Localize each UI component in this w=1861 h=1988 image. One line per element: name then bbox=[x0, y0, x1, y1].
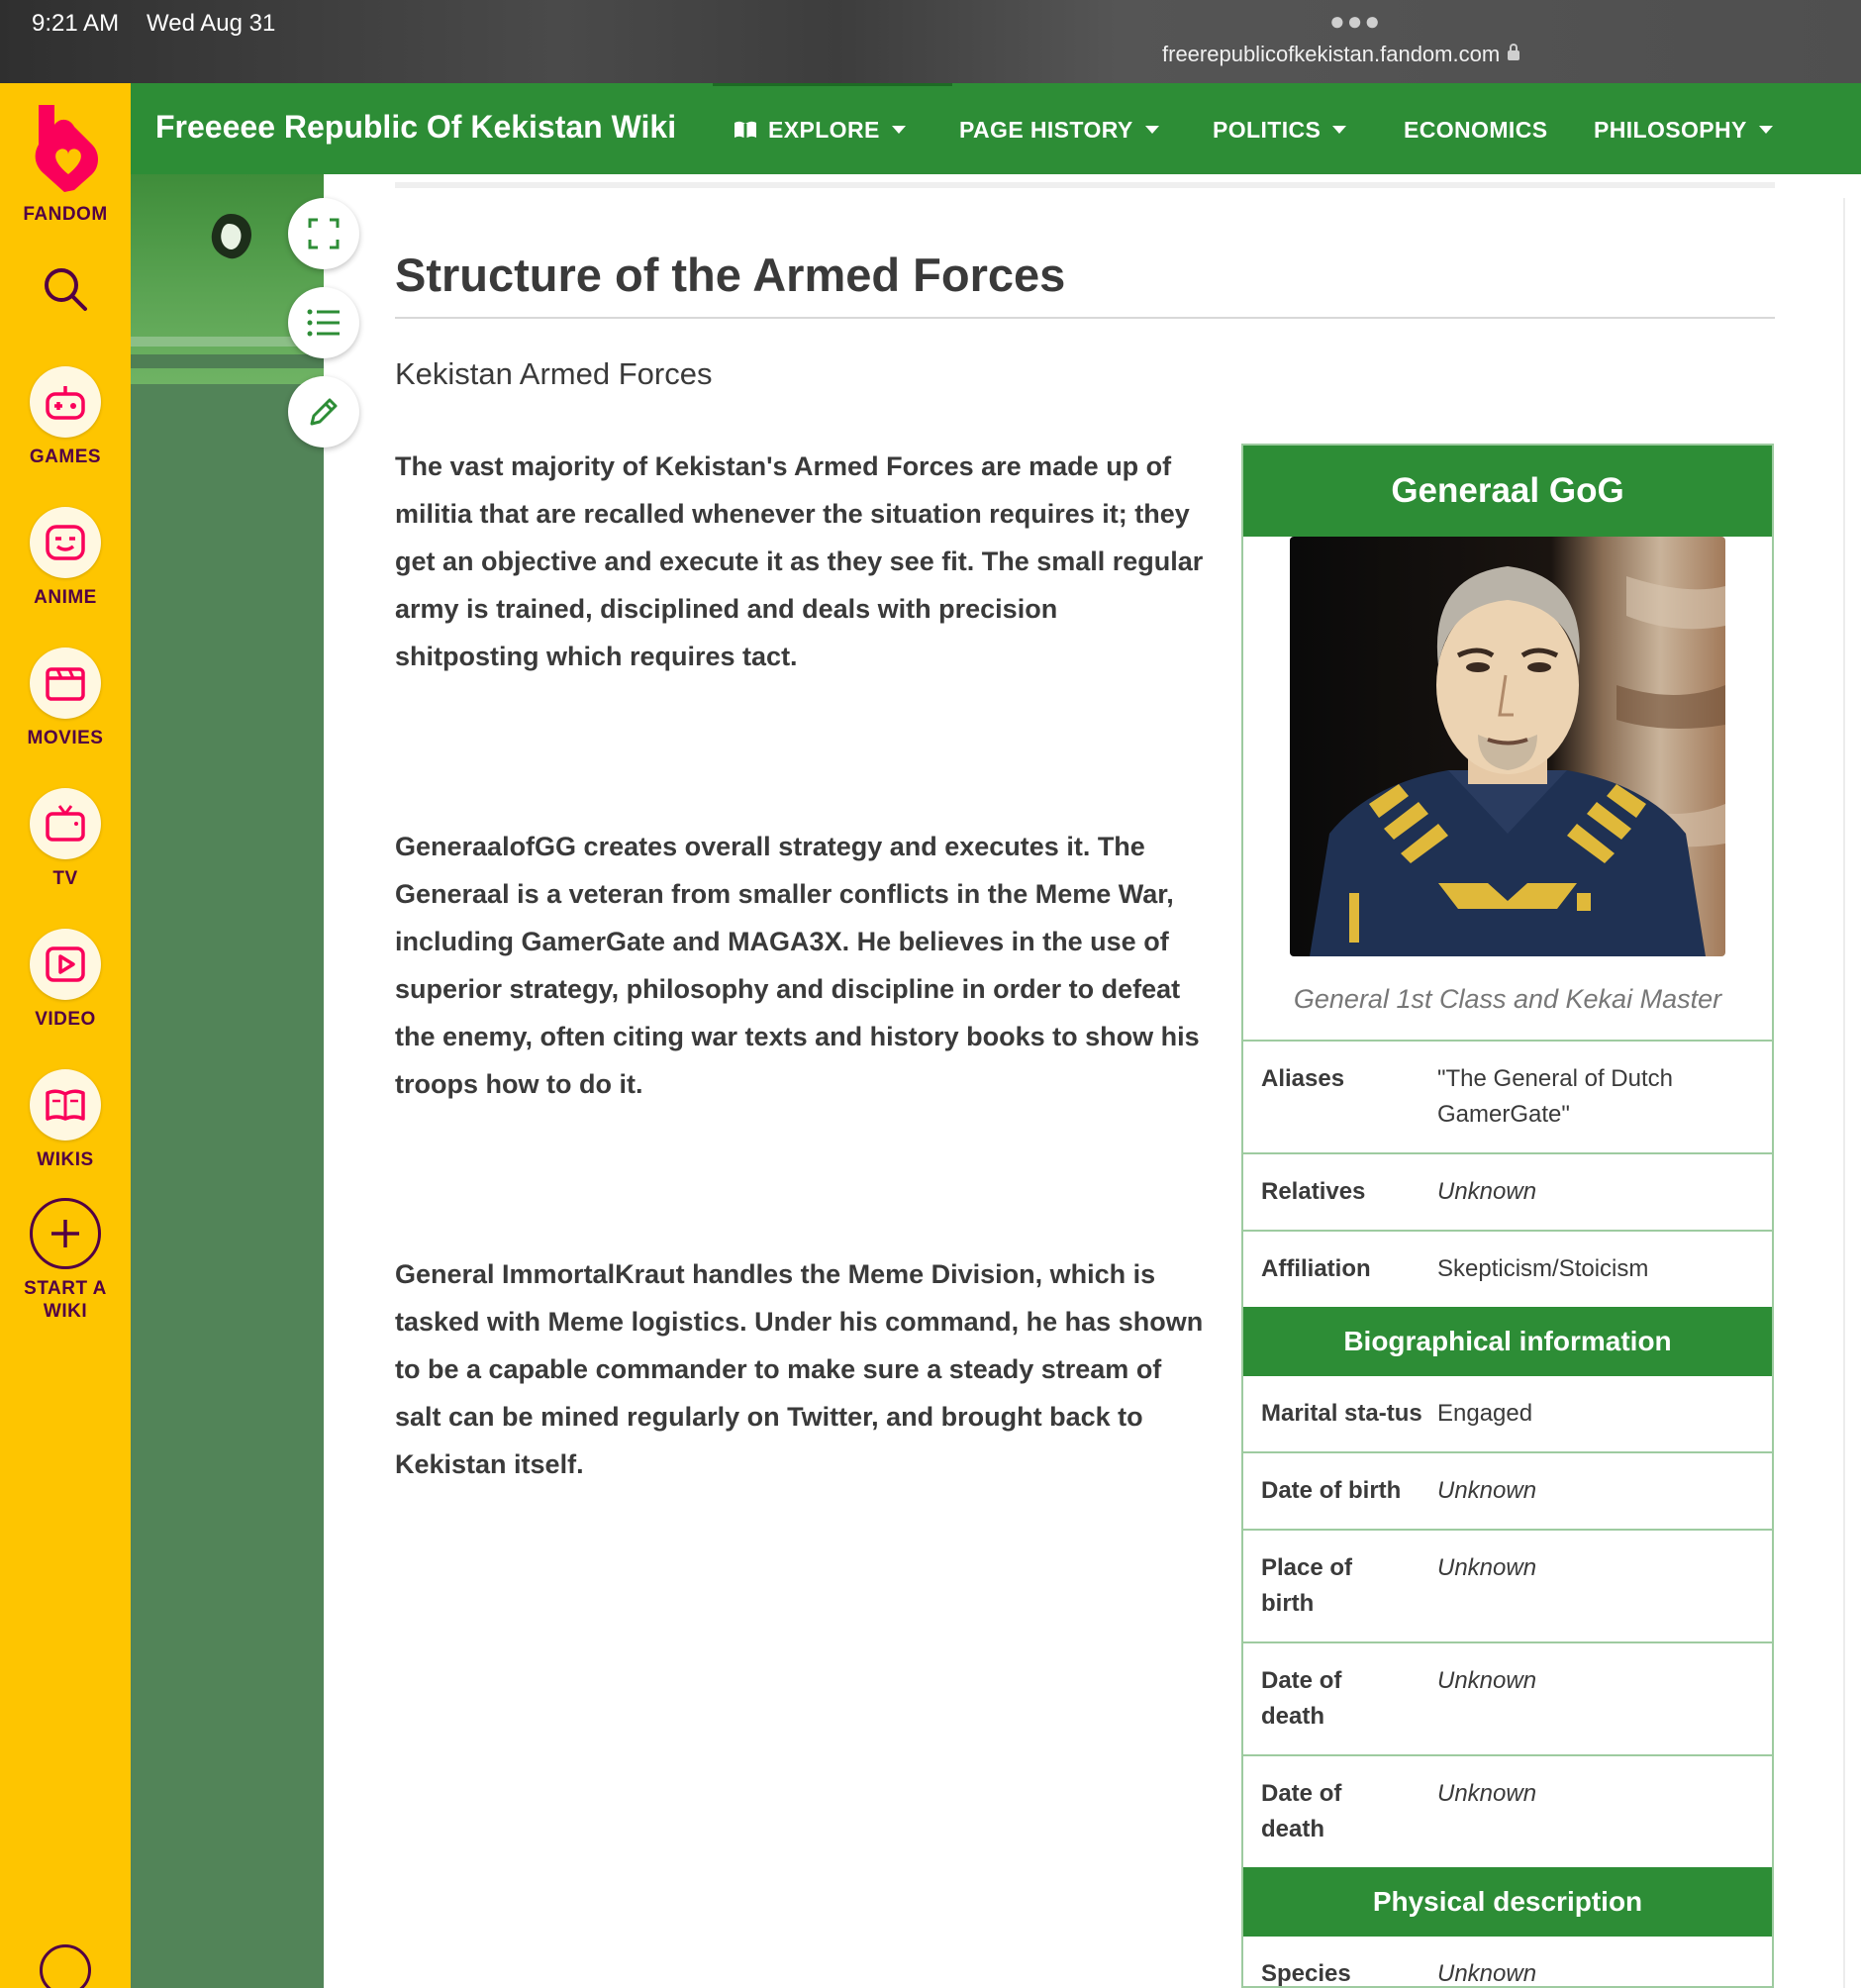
chevron-down-icon bbox=[892, 126, 906, 134]
book-icon bbox=[30, 1069, 101, 1141]
pencil-icon bbox=[306, 394, 342, 430]
infobox-value: Unknown bbox=[1437, 1667, 1537, 1694]
global-nav-movies[interactable] bbox=[0, 647, 131, 749]
infobox-label: Aliases bbox=[1261, 1065, 1345, 1092]
tv-icon bbox=[30, 788, 101, 859]
global-nav-label: WIKIS bbox=[37, 1149, 94, 1170]
infobox-label: Date of birth bbox=[1261, 1477, 1402, 1504]
wiki-title-link[interactable]: Freeeee Republic Of Kekistan Wiki bbox=[155, 109, 677, 145]
infobox-row-aliases bbox=[1243, 1040, 1772, 1152]
infobox-value: Unknown bbox=[1437, 1477, 1537, 1504]
infobox-label: Affiliation bbox=[1261, 1255, 1371, 1282]
infobox-value: "The General of Dutch GamerGate" bbox=[1437, 1065, 1673, 1128]
infobox-label: Date of death bbox=[1261, 1667, 1342, 1730]
infobox-value: Unknown bbox=[1437, 1178, 1537, 1205]
infobox-row-date-of-birth bbox=[1243, 1451, 1772, 1529]
infobox-section-biographical: Biographical information bbox=[1243, 1307, 1772, 1376]
wiki-background-art bbox=[131, 174, 324, 384]
nav-economics[interactable] bbox=[1404, 117, 1547, 144]
character-infobox bbox=[1241, 444, 1774, 1988]
address-bar[interactable] bbox=[1162, 42, 1519, 67]
infobox-row-species bbox=[1243, 1937, 1772, 1988]
infobox-image-caption: General 1st Class and Kekai Master bbox=[1293, 984, 1722, 1014]
infobox-row-relatives bbox=[1243, 1152, 1772, 1230]
infobox-label: Relatives bbox=[1261, 1178, 1366, 1205]
global-nav-label: MOVIES bbox=[27, 728, 104, 748]
edit-button[interactable] bbox=[288, 376, 359, 447]
infobox-label: Marital sta-tus bbox=[1261, 1400, 1422, 1427]
start-a-wiki-button[interactable] bbox=[0, 1198, 131, 1323]
background-stripe bbox=[131, 354, 324, 368]
global-nav-label: VIDEO bbox=[35, 1009, 96, 1030]
infobox-label: Place of birth bbox=[1261, 1554, 1353, 1617]
page-title: Structure of the Armed Forces bbox=[395, 248, 1066, 301]
article-paragraph: General ImmortalKraut handles the Meme Division, which is tasked with Meme logistics. Under his command, he has shown to be a capable commander to make sure a steady stream of salt can be mined regularly on Twitter, and brought back to Kekistan itself. bbox=[395, 1259, 1204, 1479]
nav-explore[interactable] bbox=[733, 117, 906, 144]
table-of-contents-button[interactable] bbox=[288, 287, 359, 358]
infobox-value: Engaged bbox=[1437, 1400, 1533, 1427]
fandom-brand-label[interactable]: FANDOM bbox=[23, 204, 108, 225]
infobox-row-date-of-death bbox=[1243, 1754, 1772, 1867]
nav-economics-label: ECONOMICS bbox=[1404, 117, 1548, 143]
infobox-label: Species bbox=[1261, 1960, 1351, 1987]
article-paragraph: GeneraalofGG creates overall strategy and executes it. The Generaal is a veteran from smaller conflicts in the Meme War, including GamerGate and MAGA3X. He believes in the use of superior strategy, philosophy and discipline in order to defeat the enemy, often citing war texts and history books to show his troops how to do it. bbox=[395, 832, 1200, 1099]
global-nav-tv[interactable] bbox=[0, 788, 131, 890]
title-divider bbox=[395, 317, 1775, 319]
infobox-value: Unknown bbox=[1437, 1780, 1537, 1807]
character-portrait-image[interactable] bbox=[1290, 537, 1725, 956]
wiki-background-band bbox=[131, 174, 324, 1988]
lock-icon bbox=[1508, 50, 1519, 60]
user-avatar-icon[interactable] bbox=[40, 1944, 91, 1988]
explore-icon bbox=[733, 120, 758, 140]
global-nav-label: TV bbox=[52, 868, 78, 889]
wiki-header bbox=[131, 83, 1861, 174]
nav-philosophy[interactable] bbox=[1594, 117, 1773, 144]
gamepad-icon bbox=[30, 366, 101, 438]
nav-page-history[interactable] bbox=[959, 117, 1159, 144]
global-nav-label: GAMES bbox=[29, 447, 102, 467]
play-icon bbox=[30, 929, 101, 1000]
nav-explore-label: EXPLORE bbox=[768, 117, 880, 143]
infobox-row-date-of-death bbox=[1243, 1641, 1772, 1754]
status-date: Wed Aug 31 bbox=[147, 10, 276, 37]
chevron-down-icon bbox=[1332, 126, 1346, 134]
global-nav-video[interactable] bbox=[0, 929, 131, 1031]
infobox-row-marital-status bbox=[1243, 1376, 1772, 1451]
infobox-value: Unknown bbox=[1437, 1960, 1537, 1987]
search-icon[interactable] bbox=[40, 263, 91, 315]
infobox-title: Generaal GoG bbox=[1243, 446, 1772, 537]
nav-politics-label: POLITICS bbox=[1213, 117, 1322, 143]
clapperboard-icon bbox=[30, 647, 101, 719]
expand-icon bbox=[307, 217, 341, 250]
chevron-down-icon bbox=[1759, 126, 1773, 134]
chevron-down-icon bbox=[1145, 126, 1159, 134]
plus-icon bbox=[30, 1198, 101, 1269]
global-navigation bbox=[0, 83, 131, 1988]
more-dots-icon[interactable]: ●●● bbox=[1329, 6, 1383, 36]
fandom-logo-icon[interactable] bbox=[31, 101, 100, 192]
section-subtitle: Kekistan Armed Forces bbox=[395, 356, 713, 391]
start-a-wiki-label: START A WIKI bbox=[24, 1278, 107, 1322]
list-icon bbox=[306, 307, 342, 339]
infobox-label: Date of death bbox=[1261, 1780, 1342, 1842]
global-nav-games[interactable] bbox=[0, 366, 131, 468]
anime-face-icon bbox=[30, 507, 101, 578]
url-text: freerepublicofkekistan.fandom.com bbox=[1162, 42, 1501, 66]
nav-politics[interactable] bbox=[1213, 117, 1346, 144]
page-header-rule bbox=[395, 182, 1775, 188]
status-time: 9:21 AM bbox=[32, 10, 120, 37]
article-paragraph: The vast majority of Kekistan's Armed Forces are made up of militia that are recalled whenever the situation requires it; they get an objective and execute it as they see fit. The small regular army is trained, disciplined and deals with precision shitposting which requires tact. bbox=[395, 451, 1204, 671]
nav-philosophy-label: PHILOSOPHY bbox=[1594, 117, 1747, 143]
fullscreen-button[interactable] bbox=[288, 198, 359, 269]
content-right-border bbox=[1843, 198, 1845, 1988]
infobox-value: Skepticism/Stoicism bbox=[1437, 1255, 1649, 1282]
infobox-section-physical: Physical description bbox=[1243, 1867, 1772, 1937]
global-nav-anime[interactable] bbox=[0, 507, 131, 609]
active-tab-indicator bbox=[713, 83, 952, 86]
global-nav-wikis[interactable] bbox=[0, 1069, 131, 1171]
infobox-row-place-of-birth bbox=[1243, 1529, 1772, 1641]
infobox-value: Unknown bbox=[1437, 1554, 1537, 1581]
infobox-row-affiliation bbox=[1243, 1230, 1772, 1307]
status-bar bbox=[0, 0, 1861, 83]
nav-page-history-label: PAGE HISTORY bbox=[959, 117, 1133, 143]
global-nav-label: ANIME bbox=[34, 587, 97, 608]
background-decoration-icon bbox=[201, 208, 260, 265]
